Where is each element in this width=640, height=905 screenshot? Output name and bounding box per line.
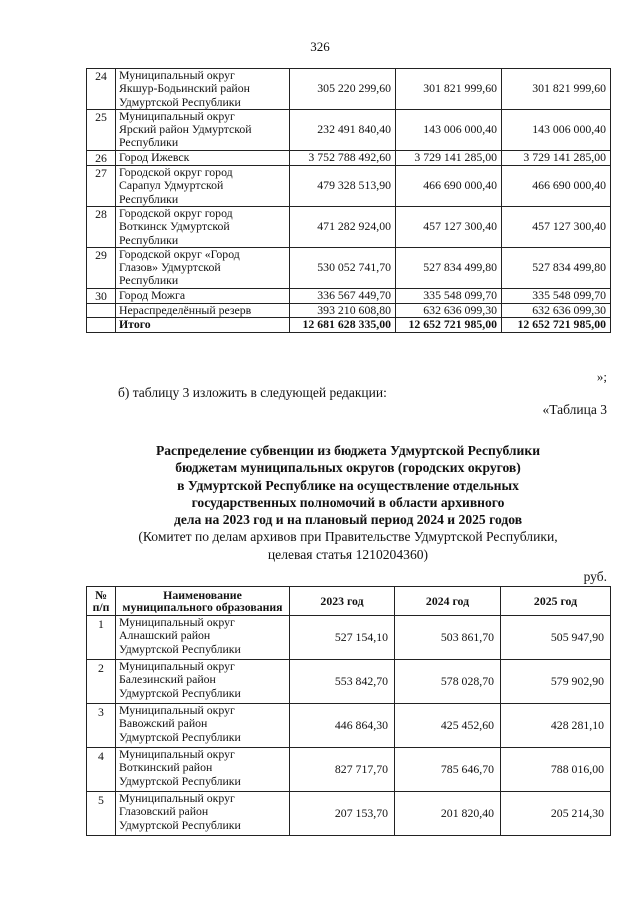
value-2023: 446 864,30: [290, 704, 395, 748]
header-2023: 2023 год: [290, 587, 395, 616]
municipality-name-line: Муниципальный округ: [119, 68, 235, 82]
value-2024: 425 452,60: [395, 704, 501, 748]
municipality-name: [116, 616, 290, 660]
subtitle-line: целевая статья 1210204360): [267, 546, 429, 562]
municipality-name-line: Удмуртской Республики: [119, 817, 241, 832]
title-normal-lines: [86, 528, 610, 563]
value-2023: 305 220 299,60: [290, 69, 396, 110]
value-2024: 3 729 141 285,00: [396, 150, 502, 165]
municipality-name-line: Республики: [119, 191, 179, 206]
value-2025: 205 214,30: [501, 792, 611, 836]
municipality-name: [116, 660, 290, 704]
value-2023: 207 153,70: [290, 792, 395, 836]
municipality-name-line: Удмуртской Республики: [119, 94, 241, 109]
value-2024: 632 636 099,30: [396, 304, 502, 318]
table-row: [87, 304, 611, 318]
municipality-name: [116, 206, 290, 247]
municipality-name-line: Якшур-Бодьинский район: [119, 81, 250, 96]
table-row: [87, 150, 611, 165]
value-2024: 466 690 000,40: [396, 166, 502, 207]
currency-unit: руб.: [583, 569, 607, 584]
row-number: 4: [87, 748, 116, 792]
municipality-name-line: Сарапул Удмуртской: [119, 178, 224, 193]
municipality-name: [116, 150, 290, 165]
value-2025: 466 690 000,40: [502, 166, 611, 207]
municipality-name-line: Городской округ город: [119, 165, 233, 180]
table2-body: [87, 616, 611, 836]
municipality-name-line: Муниципальный округ: [119, 659, 235, 673]
value-2024: 785 646,70: [395, 748, 501, 792]
header-name-line2: муниципального образования: [122, 600, 283, 614]
page-number: 326: [310, 39, 330, 54]
table-row: [87, 660, 611, 704]
municipality-name: [116, 69, 290, 110]
row-number: [87, 318, 116, 332]
header-name: [116, 587, 290, 616]
total-2024: 12 652 721 985,00: [396, 318, 502, 332]
value-2024: 201 820,40: [395, 792, 501, 836]
municipality-name-line: Вавожский район: [119, 716, 208, 731]
municipality-name-line: Республики: [119, 135, 179, 150]
subsidy-table-continued: [86, 68, 611, 333]
row-number: 28: [87, 206, 116, 247]
municipality-name-line: Город Ижевск: [119, 149, 190, 164]
municipality-name-line: Городской округ город: [119, 205, 233, 220]
value-2025: 335 548 099,70: [502, 288, 611, 303]
value-2023: 530 052 741,70: [290, 247, 396, 288]
title-bold-lines: [86, 442, 610, 528]
table-title: [86, 442, 610, 563]
municipality-name: [116, 109, 290, 150]
municipality-name-line: Город Можга: [119, 287, 186, 302]
value-2025: 579 902,90: [501, 660, 611, 704]
value-2023: 232 491 840,40: [290, 109, 396, 150]
municipality-name-line: Республики: [119, 232, 179, 247]
title-line: дела на 2023 год и на плановый период 2024 и 2025 годов: [173, 512, 523, 528]
row-number: 5: [87, 792, 116, 836]
value-2025: 505 947,90: [501, 616, 611, 660]
row-number: 25: [87, 109, 116, 150]
municipality-name-line: Муниципальный округ: [119, 108, 235, 123]
table-row: [87, 748, 611, 792]
value-2023: 553 842,70: [290, 660, 395, 704]
row-number: 2: [87, 660, 116, 704]
value-2024: 527 834 499,80: [396, 247, 502, 288]
row-number: [87, 304, 116, 318]
value-2024: 143 006 000,40: [396, 109, 502, 150]
value-2025: 428 281,10: [501, 704, 611, 748]
amendment-text: б) таблицу 3 изложить в следующей редакции:: [118, 385, 387, 400]
value-2025: 527 834 499,80: [502, 247, 611, 288]
table-row: [87, 288, 611, 303]
table-row: [87, 792, 611, 836]
value-2023: 393 210 608,80: [290, 304, 396, 318]
table-row: [87, 206, 611, 247]
header-num-line1: №: [95, 587, 107, 602]
municipality-name-line: Балезинский район: [119, 672, 216, 687]
header-name-line1: Наименование: [163, 587, 242, 602]
closing-quote: »;: [596, 369, 607, 384]
value-2024: 578 028,70: [395, 660, 501, 704]
municipality-name: [116, 704, 290, 748]
table-row: [87, 247, 611, 288]
row-number: 3: [87, 704, 116, 748]
municipality-name-line: Муниципальный округ: [119, 791, 235, 805]
value-2023: 527 154,10: [290, 616, 395, 660]
row-number: 1: [87, 616, 116, 660]
value-2023: 471 282 924,00: [290, 206, 396, 247]
title-line: бюджетам муниципальных округов (городских округов): [175, 460, 521, 476]
total-label: Итого: [116, 318, 290, 332]
municipality-name-line: Удмуртской Республики: [119, 685, 241, 700]
value-2025: 457 127 300,40: [502, 206, 611, 247]
header-2024: 2024 год: [395, 587, 501, 616]
table-row: [87, 166, 611, 207]
title-line: в Удмуртской Республике на осуществление отдельных: [177, 477, 519, 493]
value-2024: 335 548 099,70: [396, 288, 502, 303]
row-number: 29: [87, 247, 116, 288]
value-2023: 3 752 788 492,60: [290, 150, 396, 165]
table-row: [87, 69, 611, 110]
row-number: 30: [87, 288, 116, 303]
municipality-name-line: Удмуртской Республики: [119, 773, 241, 788]
municipality-name-line: Муниципальный округ: [119, 615, 235, 629]
header-num-line2: п/п: [92, 600, 110, 614]
title-line: государственных полномочий в области архивного: [191, 494, 505, 510]
municipality-name-line: Глазовский район: [119, 804, 209, 819]
municipality-name: [116, 166, 290, 207]
total-2023: 12 681 628 335,00: [290, 318, 396, 332]
table-row: [87, 109, 611, 150]
value-2023: 827 717,70: [290, 748, 395, 792]
municipality-name: [116, 748, 290, 792]
municipality-name-line: Удмуртской Республики: [119, 729, 241, 744]
table-row: [87, 704, 611, 748]
municipality-name-line: Ярский район Удмуртской: [119, 122, 252, 137]
value-2024: 301 821 999,60: [396, 69, 502, 110]
header-2025: 2025 год: [501, 587, 611, 616]
total-row: [87, 318, 611, 332]
municipality-name: [116, 288, 290, 303]
value-2025: 788 016,00: [501, 748, 611, 792]
value-2024: 457 127 300,40: [396, 206, 502, 247]
municipality-name-line: Удмуртской Республики: [119, 641, 241, 656]
value-2023: 479 328 513,90: [290, 166, 396, 207]
municipality-name-line: Муниципальный округ: [119, 703, 235, 717]
table-row: [87, 616, 611, 660]
row-number: 26: [87, 150, 116, 165]
municipality-name: [116, 792, 290, 836]
subtitle-line: (Комитет по делам архивов при Правительстве Удмуртской Республики,: [138, 529, 558, 545]
total-2025: 12 652 721 985,00: [502, 318, 611, 332]
value-2025: 3 729 141 285,00: [502, 150, 611, 165]
value-2025: 632 636 099,30: [502, 304, 611, 318]
municipality-name-line: Воткинск Удмуртской: [119, 219, 230, 234]
header-num: [87, 587, 116, 616]
municipality-name-line: Республики: [119, 273, 179, 288]
value-2025: 143 006 000,40: [502, 109, 611, 150]
table2-header-row: [87, 587, 611, 616]
municipality-name: [116, 247, 290, 288]
subsidy-table-archive: [86, 586, 611, 836]
row-number: 24: [87, 69, 116, 110]
row-number: 27: [87, 166, 116, 207]
municipality-name-line: Глазов» Удмуртской: [119, 260, 221, 275]
value-2024: 503 861,70: [395, 616, 501, 660]
municipality-name: [116, 304, 290, 318]
table2-header: [87, 587, 611, 616]
municipality-name-line: Воткинский район: [119, 760, 213, 775]
title-line: Распределение субвенции из бюджета Удмуртской Республики: [155, 443, 541, 458]
municipality-name-line: Нераспределённый резерв: [119, 303, 252, 318]
table1-body: [87, 69, 611, 333]
value-2023: 336 567 449,70: [290, 288, 396, 303]
table-label: «Таблица 3: [542, 402, 607, 417]
municipality-name-line: Муниципальный округ: [119, 747, 235, 761]
municipality-name-line: Городской округ «Город: [119, 246, 240, 261]
value-2025: 301 821 999,60: [502, 69, 611, 110]
municipality-name-line: Алнашский район: [119, 628, 211, 643]
